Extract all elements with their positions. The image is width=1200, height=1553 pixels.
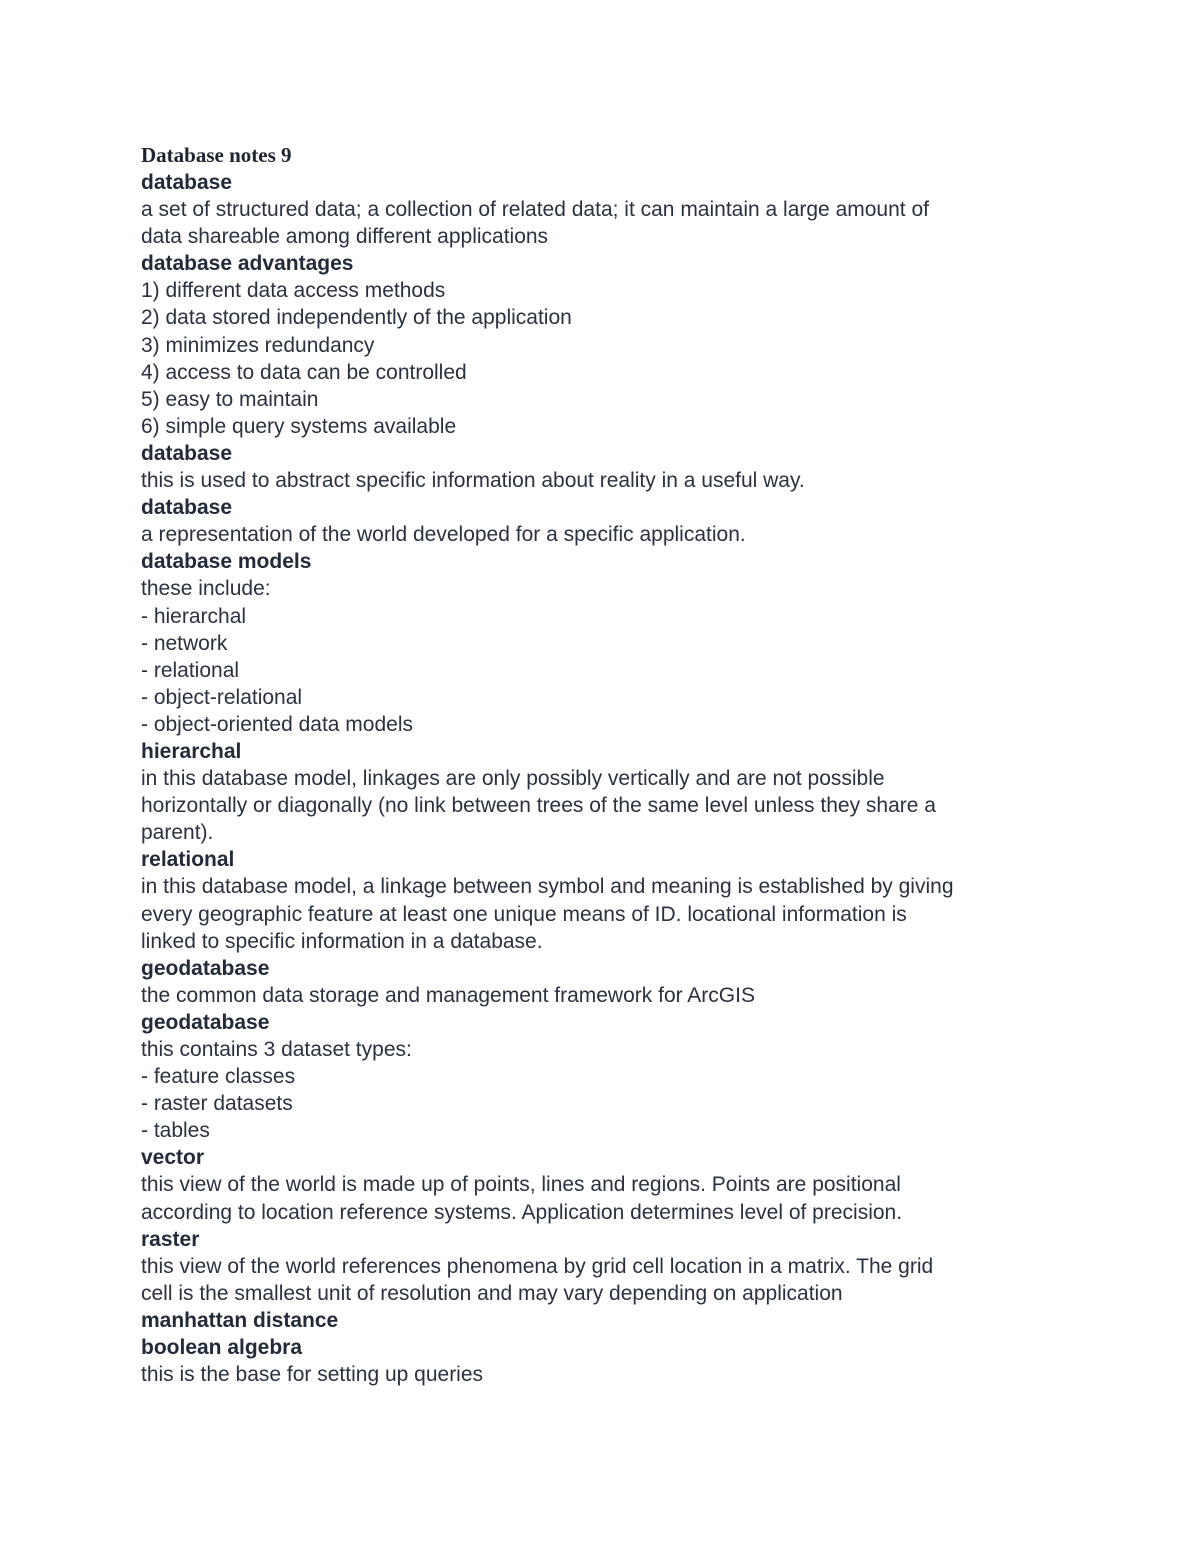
entry-definition: [141, 196, 1061, 250]
definition-line: - object-oriented data models: [141, 712, 413, 736]
glossary-entry: [141, 738, 1061, 846]
entry-term: database: [141, 441, 233, 465]
definition-line: according to location reference systems. Application determines level of precision.: [141, 1200, 903, 1224]
entry-definition: [141, 1361, 1061, 1388]
definition-line: 4) access to data can be controlled: [141, 360, 467, 384]
glossary-entry: [141, 1307, 1061, 1334]
definition-line: - network: [141, 631, 228, 655]
definition-line: parent).: [141, 821, 214, 845]
definition-line: - raster datasets: [141, 1092, 293, 1116]
document-title: Database notes 9: [141, 143, 292, 167]
glossary-entry: [141, 440, 1061, 494]
document-body: [141, 142, 1061, 1388]
entry-definition: [141, 575, 1061, 738]
entry-term: hierarchal: [141, 739, 242, 763]
glossary-entry: [141, 548, 1061, 738]
glossary-entry: [141, 169, 1061, 250]
glossary-entry: [141, 955, 1061, 1009]
definition-line: 2) data stored independently of the application: [141, 306, 572, 330]
glossary-entry: [141, 1334, 1061, 1388]
entry-term: database: [141, 496, 233, 520]
glossary-entry: [141, 494, 1061, 548]
definition-line: - object-relational: [141, 685, 303, 709]
definition-line: - feature classes: [141, 1065, 296, 1089]
definition-line: 1) different data access methods: [141, 279, 446, 303]
entry-definition: [141, 1036, 1061, 1144]
glossary-entry: [141, 250, 1061, 440]
entry-term: manhattan distance: [141, 1308, 339, 1332]
definition-line: - tables: [141, 1119, 210, 1143]
glossary-entry: [141, 1226, 1061, 1307]
entry-term: geodatabase: [141, 1010, 270, 1034]
definition-line: this is the base for setting up queries: [141, 1363, 484, 1387]
definition-line: in this database model, linkages are only possibly vertically and are not possible: [141, 767, 885, 791]
entry-term: raster: [141, 1227, 200, 1251]
definition-line: - hierarchal: [141, 604, 247, 628]
entry-definition: [141, 1253, 1061, 1307]
definition-line: linked to specific information in a database.: [141, 929, 543, 953]
definition-line: this is used to abstract specific information about reality in a useful way.: [141, 469, 805, 493]
definition-line: this view of the world references phenomena by grid cell location in a matrix. The grid: [141, 1254, 934, 1278]
entry-definition: [141, 982, 1061, 1009]
definition-line: data shareable among different applications: [141, 225, 549, 249]
definition-line: this contains 3 dataset types:: [141, 1038, 412, 1061]
definition-line: - relational: [141, 658, 240, 682]
definition-line: 6) simple query systems available: [141, 414, 457, 438]
entry-term: database models: [141, 550, 312, 574]
entry-definition: [141, 277, 1061, 440]
glossary-entry: [141, 1009, 1061, 1144]
entry-list: [141, 169, 1061, 1388]
definition-line: 5) easy to maintain: [141, 387, 319, 411]
definition-line: the common data storage and management framework for ArcGIS: [141, 983, 755, 1007]
entry-definition: [141, 467, 1061, 494]
definition-line: this view of the world is made up of points, lines and regions. Points are positional: [141, 1173, 901, 1197]
entry-definition: [141, 521, 1061, 548]
definition-line: these include:: [141, 577, 271, 601]
entry-term: geodatabase: [141, 956, 270, 980]
definition-line: every geographic feature at least one unique means of ID. locational information is: [141, 902, 907, 926]
entry-term: boolean algebra: [141, 1336, 303, 1360]
definition-line: 3) minimizes redundancy: [141, 333, 375, 357]
entry-term: database: [141, 171, 233, 194]
definition-line: cell is the smallest unit of resolution and may vary depending on application: [141, 1281, 843, 1305]
entry-term: relational: [141, 848, 235, 872]
definition-line: horizontally or diagonally (no link between trees of the same level unless they share a: [141, 794, 936, 818]
entry-definition: [141, 765, 1061, 846]
glossary-entry: [141, 1144, 1061, 1225]
entry-term: vector: [141, 1146, 205, 1170]
entry-definition: [141, 873, 1061, 954]
glossary-entry: [141, 846, 1061, 954]
entry-term: database advantages: [141, 252, 354, 276]
definition-line: a representation of the world developed for a specific application.: [141, 523, 746, 547]
definition-line: in this database model, a linkage between symbol and meaning is established by giving: [141, 875, 954, 899]
definition-line: a set of structured data; a collection of related data; it can maintain a large amount of: [141, 198, 929, 222]
entry-definition: [141, 1171, 1061, 1225]
